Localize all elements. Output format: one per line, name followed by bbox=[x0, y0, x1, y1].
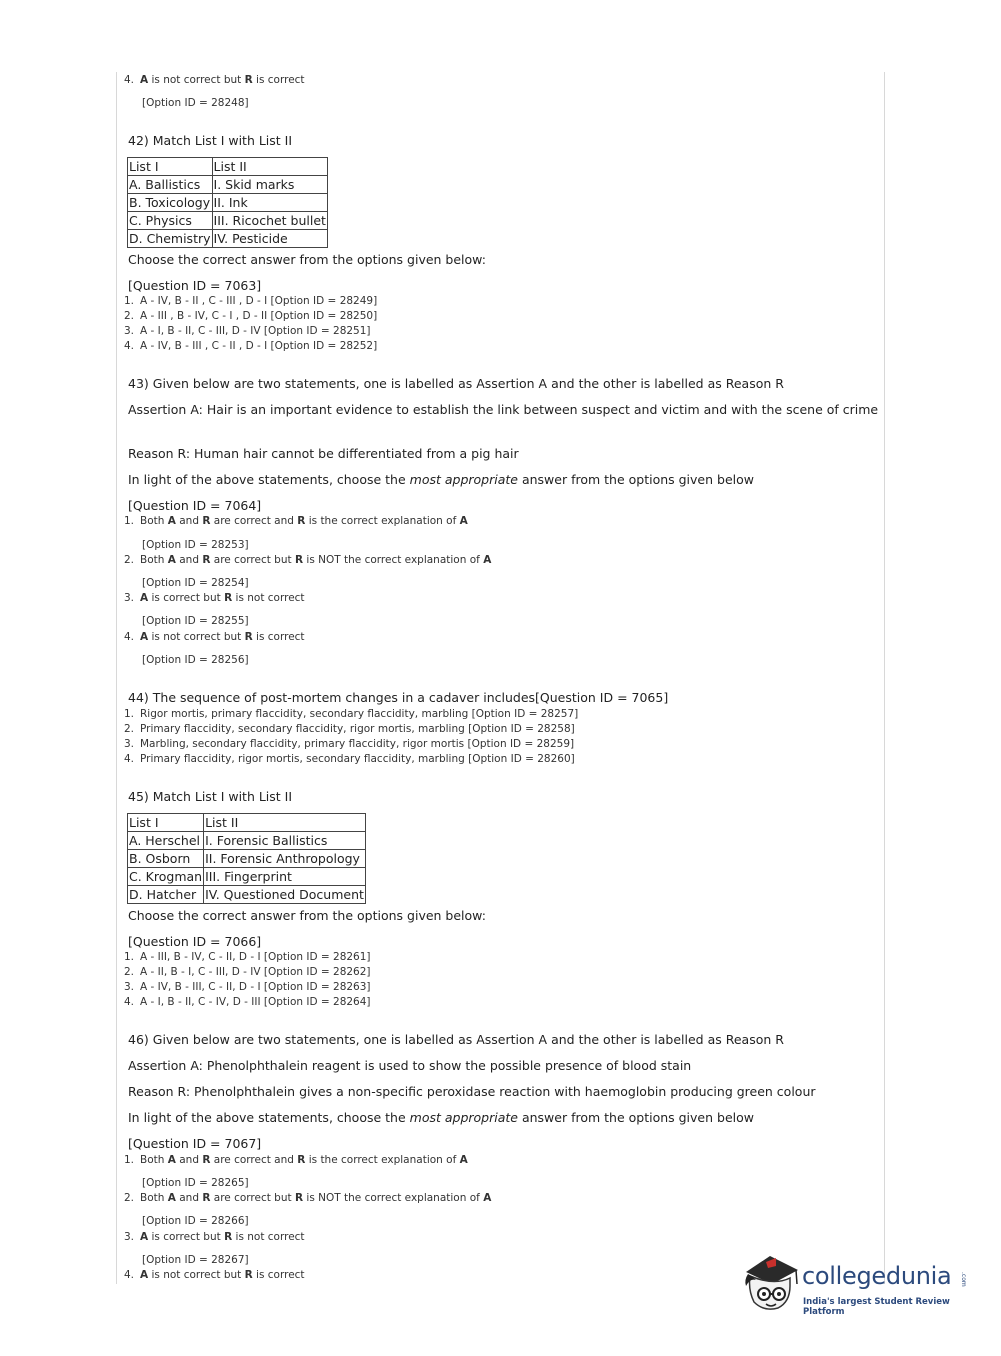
q45-question-id: [Question ID = 7066] bbox=[128, 934, 262, 949]
table-row bbox=[128, 194, 328, 212]
q45-option-4: 4. A - I, B - II, C - IV, D - III [Option ID = 28264] bbox=[124, 996, 371, 1008]
table-cell: B. Osborn bbox=[128, 850, 204, 868]
q42-option-2: 2. A - III , B - IV, C - I , D - II [Option ID = 28250] bbox=[124, 310, 378, 322]
q43-question-id: [Question ID = 7064] bbox=[128, 498, 262, 513]
q46-option-3-id: [Option ID = 28267] bbox=[142, 1254, 249, 1266]
table-cell: I. Skid marks bbox=[212, 176, 327, 194]
q44-heading: 44) The sequence of post-mortem changes in a cadaver includes[Question ID = 7065] bbox=[128, 690, 669, 705]
q43-reason: Reason R: Human hair cannot be differentiated from a pig hair bbox=[128, 446, 519, 461]
table-cell: List II bbox=[204, 814, 366, 832]
table-cell: List II bbox=[212, 158, 327, 176]
q41-option-4-id: [Option ID = 28248] bbox=[142, 97, 249, 109]
q42-instruction: Choose the correct answer from the options given below: bbox=[128, 252, 486, 267]
q43-assertion: Assertion A: Hair is an important evidence to establish the link between suspect and victim and with the scene of crime bbox=[128, 402, 879, 417]
brand-name: collegedunia bbox=[802, 1262, 952, 1290]
q45-heading: 45) Match List I with List II bbox=[128, 789, 293, 804]
q43-option-4-id: [Option ID = 28256] bbox=[142, 654, 249, 666]
table-cell: C. Physics bbox=[128, 212, 213, 230]
q44-option-2: 2. Primary flaccidity, secondary flaccidity, rigor mortis, marbling [Option ID = 28258] bbox=[124, 723, 575, 735]
q43-heading: 43) Given below are two statements, one is labelled as Assertion A and the other is labelled as Reason R bbox=[128, 376, 784, 391]
table-cell: D. Hatcher bbox=[128, 886, 204, 904]
table-cell: II. Forensic Anthropology bbox=[204, 850, 366, 868]
q42-question-id: [Question ID = 7063] bbox=[128, 278, 262, 293]
table-row bbox=[128, 176, 328, 194]
table-cell: D. Chemistry bbox=[129, 231, 211, 246]
q45-option-1: 1. A - III, B - IV, C - II, D - I [Option ID = 28261] bbox=[124, 951, 371, 963]
q43-option-2-id: [Option ID = 28254] bbox=[142, 577, 249, 589]
q46-heading: 46) Given below are two statements, one is labelled as Assertion A and the other is labelled as Reason R bbox=[128, 1032, 784, 1047]
q46-option-1: 1. Both A and R are correct and R is the correct explanation of A bbox=[124, 1154, 468, 1166]
brand-domain-suffix: .com bbox=[960, 1272, 967, 1287]
table-row bbox=[128, 868, 366, 886]
table-row bbox=[128, 158, 328, 176]
q42-option-1: 1. A - IV, B - II , C - III , D - I [Option ID = 28249] bbox=[124, 295, 378, 307]
q42-heading: 42) Match List I with List II bbox=[128, 133, 293, 148]
table-cell: III. Fingerprint bbox=[204, 868, 366, 886]
table-cell: C. Krogman bbox=[129, 869, 203, 884]
q46-option-2: 2. Both A and R are correct but R is NOT the correct explanation of A bbox=[124, 1192, 492, 1204]
table-cell: IV. Questioned Document bbox=[205, 887, 364, 902]
q46-option-1-id: [Option ID = 28265] bbox=[142, 1177, 249, 1189]
q44-option-3: 3. Marbling, secondary flaccidity, primary flaccidity, rigor mortis [Option ID = 28259] bbox=[124, 738, 575, 750]
q46-reason: Reason R: Phenolphthalein gives a non-specific peroxidase reaction with haemoglobin producing green colour bbox=[128, 1084, 816, 1099]
page-border-right bbox=[884, 72, 885, 1284]
table-row bbox=[128, 814, 366, 832]
table-row bbox=[128, 832, 366, 850]
q46-option-4: 4. A is not correct but R is correct bbox=[124, 1269, 305, 1281]
table-cell: I. Forensic Ballistics bbox=[204, 832, 366, 850]
table-row bbox=[128, 230, 328, 248]
table-cell: A. Ballistics bbox=[128, 176, 213, 194]
q44-option-1: 1. Rigor mortis, primary flaccidity, secondary flaccidity, marbling [Option ID = 28257] bbox=[124, 708, 579, 720]
table-cell: IV. Pesticide bbox=[212, 230, 327, 248]
collegedunia-logo bbox=[740, 1250, 970, 1320]
table-cell: List I bbox=[128, 814, 204, 832]
q43-option-1-id: [Option ID = 28253] bbox=[142, 539, 249, 551]
table-row bbox=[128, 212, 328, 230]
table-row bbox=[128, 850, 366, 868]
q42-option-4: 4. A - IV, B - III , C - II , D - I [Option ID = 28252] bbox=[124, 340, 378, 352]
q44-option-4: 4. Primary flaccidity, rigor mortis, secondary flaccidity, marbling [Option ID = 28260] bbox=[124, 753, 575, 765]
table-cell: A. Herschel bbox=[128, 832, 204, 850]
q42-match-table bbox=[127, 157, 328, 248]
q42-option-3: 3. A - I, B - II, C - III, D - IV [Option ID = 28251] bbox=[124, 325, 371, 337]
table-row bbox=[128, 886, 366, 904]
q43-instruction: In light of the above statements, choose the most appropriate answer from the options given below bbox=[128, 472, 754, 487]
page-border-left bbox=[116, 72, 117, 1284]
table-cell: II. Ink bbox=[212, 194, 327, 212]
q46-instruction: In light of the above statements, choose the most appropriate answer from the options given below bbox=[128, 1110, 754, 1125]
q43-option-2: 2. Both A and R are correct but R is NOT the correct explanation of A bbox=[124, 554, 492, 566]
q43-option-1: 1. Both A and R are correct and R is the correct explanation of A bbox=[124, 515, 468, 527]
q43-option-4: 4. A is not correct but R is correct bbox=[124, 631, 305, 643]
q45-option-2: 2. A - II, B - I, C - III, D - IV [Option ID = 28262] bbox=[124, 966, 371, 978]
table-cell: List I bbox=[128, 158, 213, 176]
q43-option-3-id: [Option ID = 28255] bbox=[142, 615, 249, 627]
q45-match-table bbox=[127, 813, 366, 904]
mascot-icon bbox=[740, 1250, 802, 1320]
q46-option-3: 3. A is correct but R is not correct bbox=[124, 1231, 305, 1243]
q43-option-3: 3. A is correct but R is not correct bbox=[124, 592, 305, 604]
q45-instruction: Choose the correct answer from the options given below: bbox=[128, 908, 486, 923]
q45-option-3: 3. A - IV, B - III, C - II, D - I [Option ID = 28263] bbox=[124, 981, 371, 993]
table-cell: B. Toxicology bbox=[129, 195, 211, 210]
brand-tagline: India's largest Student Review Platform bbox=[803, 1297, 950, 1317]
q46-question-id: [Question ID = 7067] bbox=[128, 1136, 262, 1151]
q46-assertion: Assertion A: Phenolphthalein reagent is used to show the possible presence of blood stain bbox=[128, 1058, 692, 1073]
q41-option-4: 4. A is not correct but R is correct bbox=[124, 74, 305, 86]
table-cell: III. Ricochet bullet bbox=[213, 213, 326, 228]
q46-option-2-id: [Option ID = 28266] bbox=[142, 1215, 249, 1227]
